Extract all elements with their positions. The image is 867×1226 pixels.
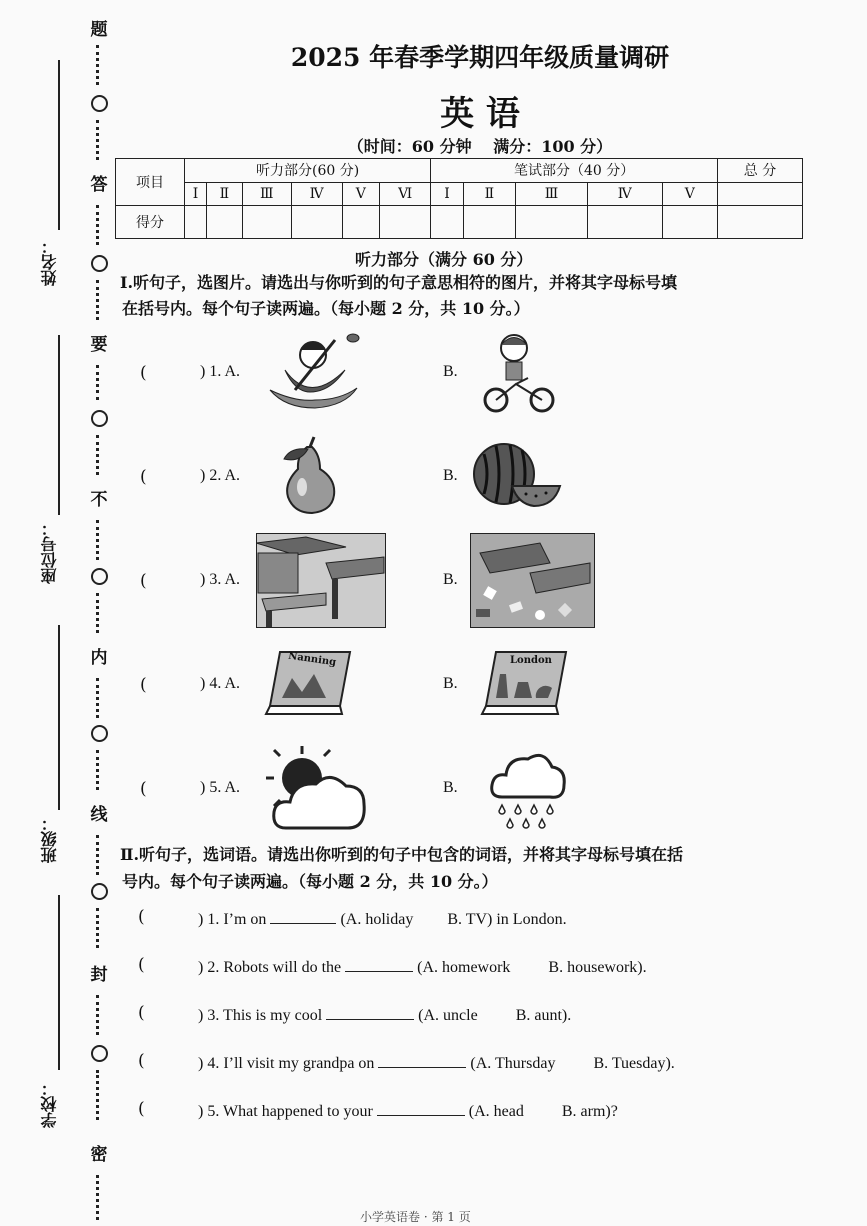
- pear-image: [272, 435, 342, 515]
- dotted-line: [96, 995, 105, 1035]
- score-cell[interactable]: [380, 206, 431, 239]
- question-label: ) 5. A.: [200, 779, 240, 796]
- part1-instruction-2: 在括号内。每个句子读两遍。（每小题 2 分，共 10 分。）: [122, 299, 530, 318]
- choice-a: (A. uncle: [418, 1007, 478, 1024]
- dotted-line: [96, 520, 105, 560]
- answer-paren[interactable]: (: [140, 675, 147, 695]
- circle-mark: [91, 95, 108, 112]
- sentence-question: [198, 1101, 618, 1121]
- kayak-girl-image: [265, 330, 363, 412]
- sentence-question: [198, 957, 647, 977]
- writing-col: Ⅲ: [515, 182, 587, 206]
- sentence-question: [198, 909, 567, 929]
- listening-header: 听力部分(60 分): [185, 159, 431, 183]
- choice-b: B. aunt).: [515, 1007, 572, 1024]
- listening-col: Ⅳ: [291, 182, 342, 206]
- circle-mark: [91, 410, 108, 427]
- dotted-line: [96, 835, 105, 875]
- answer-paren[interactable]: (: [138, 1003, 145, 1023]
- dotted-line: [96, 908, 105, 948]
- item-header: 项目: [116, 159, 185, 206]
- sentence-start: ) 2. Robots will do the: [198, 959, 342, 976]
- sentence-question: [198, 1005, 571, 1025]
- seal-char: 答: [90, 175, 108, 195]
- score-cell[interactable]: [207, 206, 243, 239]
- question-label: ) 4. A.: [200, 675, 240, 692]
- option-b-label: B.: [443, 779, 458, 796]
- sunny-cloudy-image: [264, 742, 369, 834]
- fill-blank[interactable]: [377, 1101, 465, 1116]
- option-b-label: B.: [443, 571, 458, 588]
- listening-col: Ⅵ: [380, 182, 431, 206]
- bike-boy-image: [482, 330, 557, 415]
- answer-paren[interactable]: (: [138, 1099, 145, 1119]
- fill-blank[interactable]: [378, 1053, 466, 1068]
- listening-section-title: 听力部分（满分 60 分）: [355, 250, 533, 269]
- seat-label: 座位号：: [40, 520, 59, 584]
- total-score-cell[interactable]: [718, 206, 803, 239]
- total-header: 总 分: [718, 159, 803, 183]
- rainy-image: [488, 745, 568, 831]
- london-book-image: [478, 648, 570, 718]
- writing-col: Ⅰ: [431, 182, 463, 206]
- choice-a: (A. head: [468, 1103, 524, 1120]
- watermelon-image: [470, 440, 562, 508]
- writing-col: Ⅳ: [588, 182, 663, 206]
- score-cell[interactable]: [588, 206, 663, 239]
- tidy-classroom-image: [256, 533, 386, 628]
- listening-col: Ⅱ: [207, 182, 243, 206]
- circle-mark: [91, 255, 108, 272]
- option-b-label: B.: [443, 467, 458, 484]
- dotted-line: [96, 750, 105, 790]
- circle-mark: [91, 883, 108, 900]
- exam-meta: （时间：60 分钟 满分：100 分）: [347, 137, 613, 156]
- messy-classroom-image: [470, 533, 595, 628]
- writing-col: Ⅱ: [463, 182, 515, 206]
- name-label: 姓名：: [40, 238, 59, 286]
- class-line: [58, 625, 60, 810]
- seal-line-column: [88, 0, 110, 1226]
- fill-blank[interactable]: [345, 957, 413, 972]
- dotted-line: [96, 435, 105, 475]
- seal-char: 封: [90, 965, 108, 985]
- school-label: 学校：: [40, 1080, 59, 1128]
- book-title: London: [510, 655, 552, 666]
- seat-line: [58, 335, 60, 515]
- school-line: [58, 895, 60, 1070]
- sentence-start: ) 3. This is my cool: [198, 1007, 323, 1024]
- seal-char: 内: [90, 648, 108, 668]
- dotted-line: [96, 1175, 105, 1220]
- dotted-line: [96, 678, 105, 718]
- dotted-line: [96, 1070, 105, 1120]
- fill-blank[interactable]: [326, 1005, 414, 1020]
- book-title: Nanning: [287, 650, 337, 669]
- circle-mark: [91, 1045, 108, 1062]
- score-cell[interactable]: [342, 206, 380, 239]
- part1-instruction-1: Ⅰ.听句子，选图片。请选出与你听到的句子意思相符的图片，并将其字母标号填: [120, 273, 678, 292]
- choice-b: B. arm)?: [561, 1103, 618, 1120]
- writing-header: 笔试部分（40 分）: [431, 159, 718, 183]
- listening-col: Ⅲ: [242, 182, 291, 206]
- listening-col: Ⅴ: [342, 182, 380, 206]
- question-label: ) 3. A.: [200, 571, 240, 588]
- class-label: 班级：: [40, 815, 59, 863]
- dotted-line: [96, 593, 105, 633]
- score-cell[interactable]: [185, 206, 207, 239]
- score-cell[interactable]: [291, 206, 342, 239]
- name-line: [58, 60, 60, 230]
- score-table: [115, 158, 803, 239]
- page-footer: 小学英语卷 · 第 1 页: [360, 1210, 471, 1224]
- writing-col: Ⅴ: [662, 182, 717, 206]
- score-cell[interactable]: [515, 206, 587, 239]
- nanning-book-image: [262, 648, 354, 718]
- answer-paren[interactable]: (: [138, 955, 145, 975]
- circle-mark: [91, 725, 108, 742]
- sentence-question: [198, 1053, 675, 1073]
- question-label: ) 2. A.: [200, 467, 240, 484]
- dotted-line: [96, 45, 105, 85]
- fill-blank[interactable]: [270, 909, 336, 924]
- choice-a: (A. holiday: [340, 911, 414, 928]
- answer-paren[interactable]: (: [140, 779, 147, 799]
- sentence-start: ) 1. I’m on: [198, 911, 267, 928]
- score-row-label: 得分: [116, 206, 185, 239]
- part2-instruction-2: 号内。每个句子读两遍。（每小题 2 分，共 10 分。）: [122, 872, 498, 891]
- option-b-label: B.: [443, 363, 458, 380]
- sentence-start: ) 5. What happened to your: [198, 1103, 373, 1120]
- circle-mark: [91, 568, 108, 585]
- score-cell[interactable]: [662, 206, 717, 239]
- dotted-line: [96, 280, 105, 320]
- choice-a: (A. Thursday: [470, 1055, 556, 1072]
- choice-b: B. Tuesday).: [593, 1055, 675, 1072]
- score-cell[interactable]: [463, 206, 515, 239]
- choice-a: (A. homework: [417, 959, 511, 976]
- subject-title: 英 语: [440, 94, 520, 134]
- dotted-line: [96, 365, 105, 400]
- score-cell[interactable]: [431, 206, 463, 239]
- dotted-line: [96, 120, 105, 160]
- answer-paren[interactable]: (: [140, 571, 147, 591]
- sentence-start: ) 4. I’ll visit my grandpa on: [198, 1055, 375, 1072]
- part2-instruction-1: Ⅱ.听句子，选词语。请选出你听到的句子中包含的词语，并将其字母标号填在括: [120, 845, 684, 864]
- choice-b: B. housework).: [548, 959, 647, 976]
- answer-paren[interactable]: (: [140, 363, 147, 383]
- answer-paren[interactable]: (: [138, 1051, 145, 1071]
- listening-col: Ⅰ: [185, 182, 207, 206]
- seal-char: 密: [90, 1145, 108, 1165]
- question-label: ) 1. A.: [200, 363, 240, 380]
- score-cell[interactable]: [242, 206, 291, 239]
- seal-char: 线: [90, 805, 108, 825]
- option-b-label: B.: [443, 675, 458, 692]
- seal-char: 不: [90, 490, 108, 510]
- answer-paren[interactable]: (: [140, 467, 147, 487]
- dotted-line: [96, 205, 105, 245]
- total-blank: [718, 182, 803, 206]
- seal-char: 题: [90, 20, 108, 40]
- exam-title: 2025 年春季学期四年级质量调研: [290, 43, 670, 72]
- answer-paren[interactable]: (: [138, 907, 145, 927]
- seal-char: 要: [90, 335, 108, 355]
- choice-b: B. TV) in London.: [447, 911, 567, 928]
